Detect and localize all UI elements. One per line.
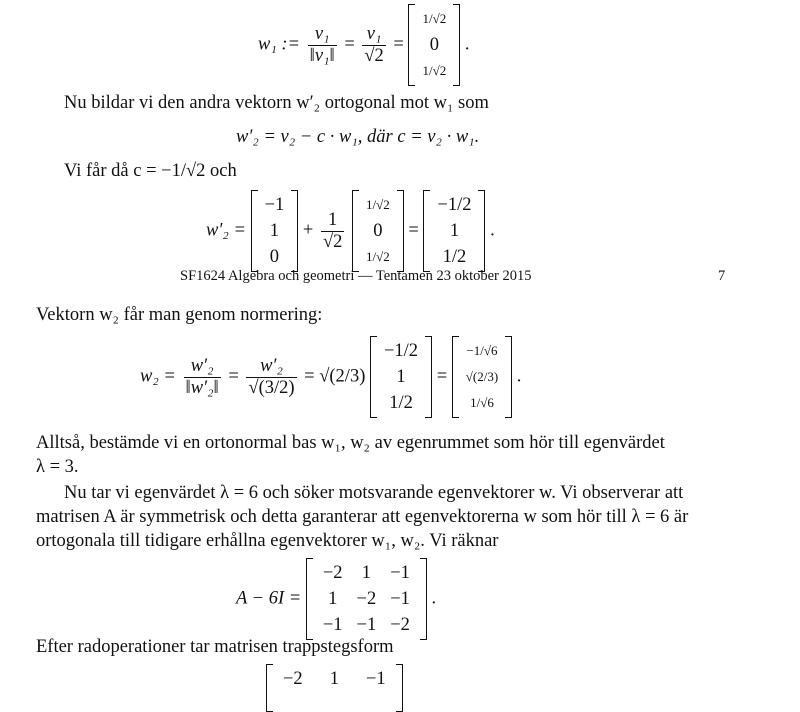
vector-entry: 1/2 xyxy=(389,393,413,413)
eq-a6i-matrix xyxy=(306,558,427,640)
matrix-cell: −1 xyxy=(390,589,410,609)
matrix-cell: −1 xyxy=(322,615,343,635)
eq-w1-frac2-den: √2 xyxy=(364,45,384,66)
vector-entry: 1 xyxy=(449,221,460,241)
vector-entry: √(2/3) xyxy=(465,369,499,384)
vector-entry: 1/2 xyxy=(442,247,467,267)
eq-w1-frac2 xyxy=(362,24,385,67)
matrix-cell: −2 xyxy=(283,669,303,689)
matrix-cell: −1 xyxy=(365,669,386,689)
vector-entry: 1/√6 xyxy=(470,395,494,410)
equation-a-minus-6i: A − 6I = −2 1 −1 1 −2 −1 −1 −1 −2 . xyxy=(236,558,436,640)
eq-w2p-coef-num: 1 xyxy=(321,210,344,232)
eq-w1-frac1 xyxy=(308,24,337,67)
eq-w1-frac1-den: ‖v₁‖ xyxy=(309,45,335,66)
matrix-cell: −1 xyxy=(390,563,410,583)
vector-entry: 1/√2 xyxy=(365,249,390,264)
eq-a6i-lhs: A − 6I = xyxy=(236,588,302,609)
page-header-title: SF1624 Algebra och geometri — Tentamen 23 oktober 2015 xyxy=(180,268,532,284)
matrix-cell: −2 xyxy=(356,589,377,609)
paragraph-p2: Vi får då c = −1/√2 och xyxy=(64,161,237,181)
paragraph-p6: Efter radoperationer tar matrisen trappstegsform xyxy=(36,637,394,657)
vector-entry: −1 xyxy=(264,195,285,215)
equation-echelon xyxy=(266,664,403,712)
eq-w1-vector-entry: 1/√2 xyxy=(422,63,447,78)
page-number: 7 xyxy=(718,268,726,284)
equation-w2: w₂ = $\frac{\text{w′₂}}{\text{‖w′₂‖}}$ = $\frac{\text{w′₂}}{√(3/2)}$ = √(2/3) −1/2 1 1/2 = −1/√6 √(2/3) 1/√6 . xyxy=(140,336,521,418)
eq-w1-vector-entry: 0 xyxy=(429,35,439,55)
eq-w2p-coef-den: √2 xyxy=(322,231,343,252)
paragraph-p3: Vektorn w₂ får man genom normering: xyxy=(36,305,323,325)
eq-echelon-matrix xyxy=(266,664,403,712)
eq-w2p-vector1 xyxy=(251,190,299,272)
eq-w2-coef: √(2/3) xyxy=(319,366,366,387)
paragraph-p5c: ortogonala till tidigare erhållna egenvektorer w₁, w₂. Vi räknar xyxy=(36,531,499,551)
vector-entry: 1/√2 xyxy=(365,197,390,212)
vector-entry: 0 xyxy=(269,247,280,267)
paragraph-p4a: Alltså, bestämde vi en ortonormal bas w₁, w₂ av egenrummet som hör till egenvärdet xyxy=(36,433,665,453)
paragraph-p5b: matrisen A är symmetrisk och detta garanterar att egenvektorerna w som hör till λ = 6 är xyxy=(36,507,689,527)
equation-w1: w₁ := $\frac{\text{v₁}}{\text{‖v₁‖}}$ = $\frac{\text{v₁}}{√2}$ = 1/√2 0 1/√2 . xyxy=(258,4,469,86)
eq-w2-lhs: w₂ = xyxy=(140,366,176,387)
matrix-cell: 1 xyxy=(328,589,338,609)
eq-w2p-coef xyxy=(321,210,344,253)
vector-entry: −1/√6 xyxy=(466,343,498,358)
eq-w1-frac2-num: v₁ xyxy=(362,24,385,46)
matrix-cell: −2 xyxy=(390,615,410,635)
paragraph-p1: Nu bildar vi den andra vektorn w′₂ ortogonal mot w₁ som xyxy=(64,93,489,113)
vector-entry: −1/2 xyxy=(383,341,419,361)
eq-w2p-vector2 xyxy=(352,190,404,272)
paragraph-p4b: λ = 3. xyxy=(36,457,79,477)
eq-w2-frac2 xyxy=(246,356,296,399)
eq-w2-frac1-den: ‖w′₂‖ xyxy=(185,377,219,398)
eq-w2-frac2-den: √(3/2) xyxy=(248,377,295,398)
paragraph-p5a: Nu tar vi egenvärdet λ = 6 och söker motsvarande egenvektorer w. Vi observerar att xyxy=(64,483,684,503)
eq-w2-frac1 xyxy=(184,356,221,399)
vector-entry: 0 xyxy=(373,221,383,241)
eq-w2p-result xyxy=(423,190,485,272)
vector-entry: 1 xyxy=(269,221,280,241)
eq-w1-vector-entry: 1/√2 xyxy=(422,11,447,26)
matrix-cell: −1 xyxy=(356,615,377,635)
matrix-cell: −2 xyxy=(322,563,343,583)
eq-w1-frac1-num: v₁ xyxy=(308,24,337,46)
eq-w1-vector xyxy=(408,4,460,86)
eq-w2-frac2-num: w′₂ xyxy=(246,356,296,378)
eq-w2-vector1 xyxy=(370,336,432,418)
eq-w2-frac1-num: w′₂ xyxy=(184,356,221,378)
matrix-cell: 1 xyxy=(361,563,372,583)
matrix-cell: 1 xyxy=(329,669,339,689)
equation-w2prime-def: w′₂ = v₂ − c · w₁, där c = v₂ · w₁. xyxy=(236,127,480,147)
eq-w2-result xyxy=(452,336,512,418)
eq-w1-lhs: w₁ := xyxy=(258,34,301,55)
vector-entry: −1/2 xyxy=(437,195,472,215)
eq-w2p-lhs: w′₂ = xyxy=(206,220,246,241)
equation-w2prime: w′₂ = −1 1 0 + $\frac{1}{√2}$ 1/√2 0 1/√2 = −1/2 1 1/2 . xyxy=(206,190,495,272)
vector-entry: 1 xyxy=(396,367,406,387)
